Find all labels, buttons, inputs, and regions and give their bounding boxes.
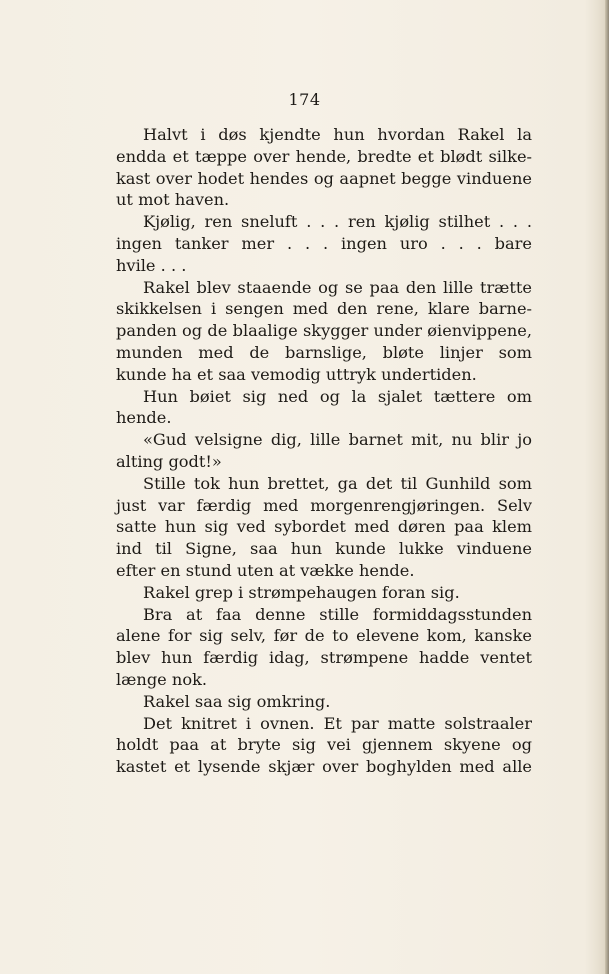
text-line: Kjølig, ren sneluft . . . ren kjølig stilhet . . . xyxy=(143,212,532,232)
text-line: ut mot haven. xyxy=(116,190,230,210)
text-line: Rakel blev staaende og se paa den lille trætte xyxy=(143,277,532,297)
text-line: Det knitret i ovnen. Et par matte solstraaler xyxy=(143,713,532,733)
text-line: skikkelsen i sengen med den rene, klare barne- xyxy=(116,299,532,319)
text-line: «Gud velsigne dig, lille barnet mit, nu blir jo xyxy=(143,430,532,450)
text-line: hvile . . . xyxy=(116,255,187,275)
text-line: Bra at faa denne stille formiddagsstunden xyxy=(143,604,532,624)
text-line: endda et tæppe over hende, bredte et blødt silke- xyxy=(116,146,532,166)
text-line: Rakel grep i strømpehaugen foran sig. xyxy=(143,582,460,602)
text-line: ind til Signe, saa hun kunde lukke vinduene xyxy=(116,539,532,559)
text-line: efter en stund uten at vække hende. xyxy=(116,560,415,580)
text-line: kast over hodet hendes og aapnet begge vinduene xyxy=(116,168,532,188)
text-line: satte hun sig ved sybordet med døren paa klem xyxy=(116,517,532,537)
text-line: alting godt!» xyxy=(116,451,222,471)
text-line: Rakel saa sig omkring. xyxy=(143,691,331,711)
text-line: Stille tok hun brettet, ga det til Gunhild som xyxy=(143,473,532,493)
text-line: Halvt i døs kjendte hun hvordan Rakel la xyxy=(143,125,532,144)
text-line: alene for sig selv, før de to elevene kom, kanske xyxy=(116,626,532,646)
text-line: Hun bøiet sig ned og la sjalet tættere om xyxy=(143,386,532,406)
text-line: panden og de blaalige skygger under øienvippene, xyxy=(116,321,532,341)
body-text xyxy=(116,124,532,778)
text-line: ingen tanker mer . . . ingen uro . . . bare xyxy=(116,233,532,253)
text-line: blev hun færdig idag, strømpene hadde ventet xyxy=(116,648,532,668)
page-number: 174 xyxy=(288,90,321,109)
text-line: holdt paa at bryte sig vei gjennem skyene og xyxy=(116,735,532,755)
text-line: just var færdig med morgenrengjøringen. Selv xyxy=(116,495,532,515)
page-edge-shadow xyxy=(605,0,609,974)
text-line: kunde ha et saa vemodig uttryk undertiden. xyxy=(116,364,477,384)
text-line: længe nok. xyxy=(116,669,208,689)
text-line: hende. xyxy=(116,408,172,428)
text-line: kastet et lysende skjær over boghylden med alle xyxy=(116,757,532,777)
text-line: munden med de barnslige, bløte linjer som xyxy=(116,342,532,362)
